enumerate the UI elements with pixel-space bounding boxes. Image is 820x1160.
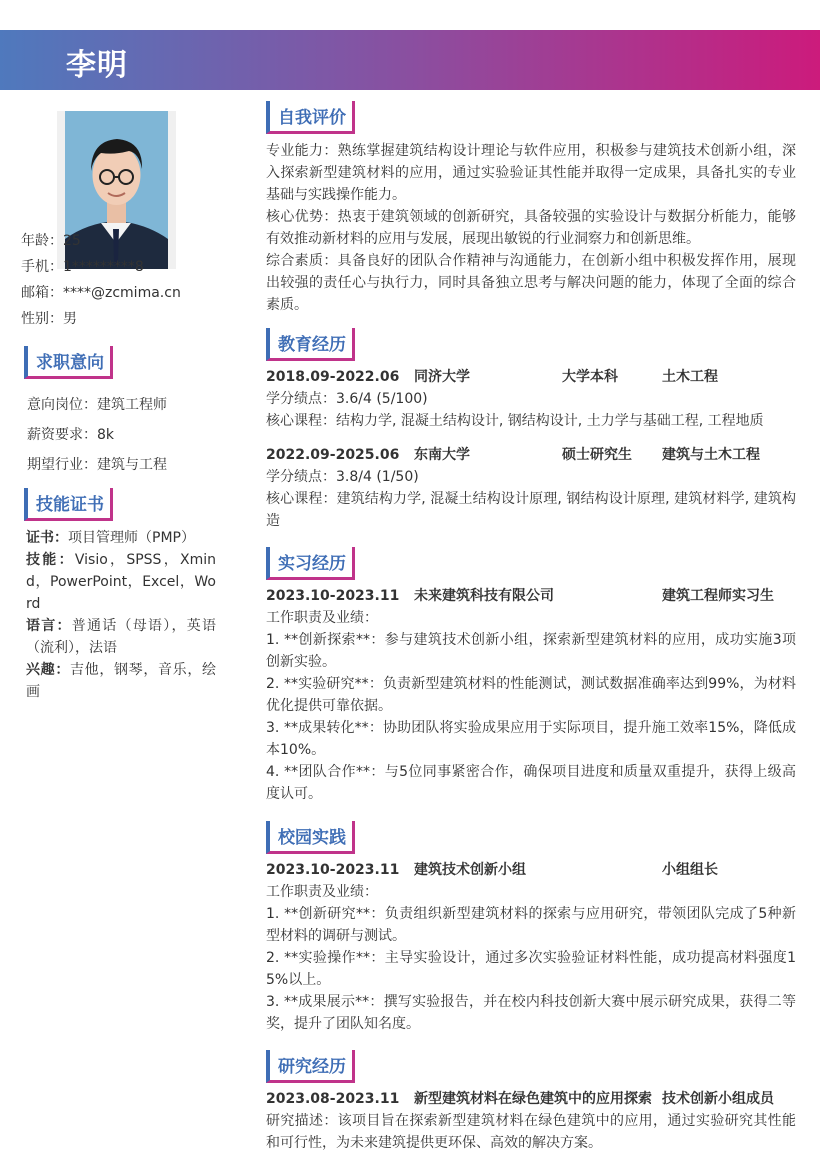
intern-line: 4. **团队合作**：与5位同事紧密合作，确保项目进度和质量双重提升，获得上级高度认可。 [266, 764, 796, 802]
edu-major: 建筑与土木工程 [662, 447, 760, 463]
campus-line: 工作职责及业绩： [266, 884, 378, 900]
edu-degree: 硕士研究生 [562, 447, 632, 463]
skills-list [26, 527, 216, 703]
education-section [266, 328, 796, 532]
skill-tools: 技能：Visio，SPSS，Xmind，PowerPoint，Excel，Word [26, 552, 216, 612]
edu-entry-2 [266, 444, 796, 532]
campus-org: 建筑技术创新小组 [414, 862, 526, 878]
campus-line: 1. **创新研究**：负责组织新型建筑材料的探索与应用研究，带领团队完成了5种新型材料的调研与测试。 [266, 906, 796, 944]
research-project: 新型建筑材料在绿色建筑中的应用探索 [414, 1091, 652, 1107]
intern-line: 1. **创新探索**：参与建筑技术创新小组，探索新型建筑材料的应用，成功实施3项创新实验。 [266, 632, 796, 670]
intern-company: 未来建筑科技有限公司 [414, 588, 554, 604]
job-industry: 期望行业：建筑与工程 [27, 457, 167, 473]
edu-date: 2018.09-2022.06 [266, 369, 400, 385]
self-evaluation-section [266, 101, 796, 316]
research-date: 2023.08-2023.11 [266, 1091, 400, 1107]
intern-line: 工作职责及业绩： [266, 610, 378, 626]
campus-section [266, 821, 796, 1035]
campus-line: 2. **实验操作**：主导实验设计，通过多次实验验证材料性能，成功提高材料强度15%以上。 [266, 950, 796, 988]
intern-line: 2. **实验研究**：负责新型建筑材料的性能测试，测试数据准确率达到99%，为材料优化提供可靠依据。 [266, 676, 796, 714]
edu-school: 同济大学 [414, 369, 470, 385]
intern-date: 2023.10-2023.11 [266, 588, 400, 604]
campus-role: 小组组长 [662, 862, 718, 878]
job-intention-section [24, 346, 113, 379]
section-title-research: 研究经历 [266, 1050, 355, 1083]
skill-interest: 兴趣：吉他，钢琴，音乐，绘画 [26, 662, 216, 700]
edu-school: 东南大学 [414, 447, 470, 463]
skills-section [24, 488, 113, 521]
header-banner [0, 30, 820, 90]
self-para-3: 综合素质：具备良好的团队合作精神与沟通能力，在创新小组中积极发挥作用，展现出较强的责任心与执行力，同时具备独立思考与解决问题的能力，体现了全面的综合素质。 [266, 253, 796, 313]
section-title-internship: 实习经历 [266, 547, 355, 580]
research-section [266, 1050, 796, 1154]
job-intention-list [27, 390, 167, 480]
job-salary: 薪资要求：8k [27, 427, 115, 443]
edu-degree: 大学本科 [562, 369, 618, 385]
skill-cert: 证书：项目管理师（PMP） [26, 530, 195, 546]
info-email: 邮箱：****@zcmima.cn [21, 285, 181, 301]
info-phone: 手机：1*********8 [21, 259, 144, 275]
job-position: 意向岗位：建筑工程师 [27, 397, 167, 413]
section-title-education: 教育经历 [266, 328, 355, 361]
edu-date: 2022.09-2025.06 [266, 447, 400, 463]
edu-courses: 核心课程：结构力学, 混凝土结构设计, 钢结构设计, 土力学与基础工程, 工程地质 [266, 413, 764, 429]
edu-entry-1 [266, 366, 796, 432]
self-para-2: 核心优势：热衷于建筑领域的创新研究，具备较强的实验设计与数据分析能力，能够有效推动新材料的应用与发展，展现出敏锐的行业洞察力和创新思维。 [266, 209, 796, 247]
basic-info [21, 228, 181, 332]
edu-courses: 核心课程：建筑结构力学, 混凝土结构设计原理, 钢结构设计原理, 建筑材料学, 建筑构造 [266, 491, 796, 529]
edu-gpa: 学分绩点：3.8/4 (1/50) [266, 469, 419, 485]
info-age: 年龄：25 [21, 233, 81, 249]
internship-section [266, 547, 796, 805]
research-line: 研究描述：该项目旨在探索新型建筑材料在绿色建筑中的应用，通过实验研究其性能和可行性，为未来建筑提供更环保、高效的解决方案。 [266, 1113, 796, 1151]
section-title-job: 求职意向 [24, 346, 113, 379]
intern-role: 建筑工程师实习生 [662, 588, 774, 604]
candidate-name: 李明 [66, 48, 128, 83]
intern-line: 3. **成果转化**：协助团队将实验成果应用于实际项目，提升施工效率15%，降低成本10%。 [266, 720, 796, 758]
campus-date: 2023.10-2023.11 [266, 862, 400, 878]
self-para-1: 专业能力：熟练掌握建筑结构设计理论与软件应用，积极参与建筑技术创新小组，深入探索新型建筑材料的应用，通过实验验证其性能并取得一定成果，具备扎实的专业基础与实践操作能力。 [266, 143, 796, 203]
info-gender: 性别：男 [21, 311, 77, 327]
campus-line: 3. **成果展示**：撰写实验报告，并在校内科技创新大赛中展示研究成果，获得二等奖，提升了团队知名度。 [266, 994, 796, 1032]
skill-language: 语言：普通话（母语），英语（流利），法语 [26, 618, 216, 656]
section-title-campus: 校园实践 [266, 821, 355, 854]
section-title-skills: 技能证书 [24, 488, 113, 521]
section-title-self: 自我评价 [266, 101, 355, 134]
research-role: 技术创新小组成员 [662, 1091, 774, 1107]
edu-major: 土木工程 [662, 369, 718, 385]
edu-gpa: 学分绩点：3.6/4 (5/100) [266, 391, 428, 407]
